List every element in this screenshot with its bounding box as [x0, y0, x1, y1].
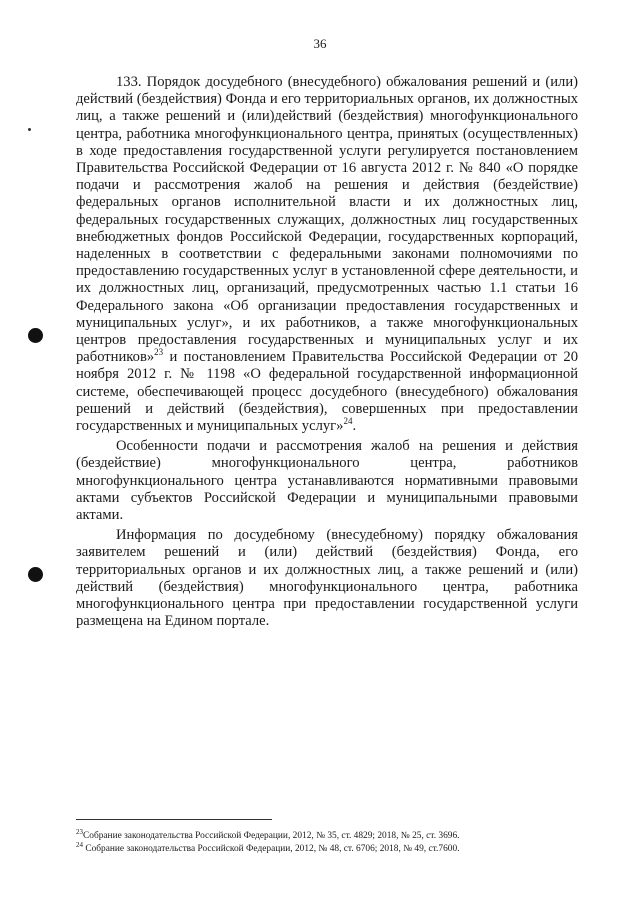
- paragraph-complaints: Особенности подачи и рассмотрения жалоб на решения и действия (бездействие) многофункционального центра, работников многофункционального центра устанавливаются нормативными правовыми актами субъектов Российской Федерации и муниципальными правовыми актами.: [76, 438, 578, 524]
- footnote-text: Собрание законодательства Российской Федерации, 2012, № 48, ст. 6706; 2018, № 49, ст.7600.: [83, 844, 460, 855]
- footnote-mark: 23: [76, 827, 83, 836]
- page-number: 36: [313, 36, 327, 51]
- footnote-separator: [76, 819, 272, 820]
- paragraph-text-continued: и постановлением Правительства Российской Федерации от 20 ноября 2012 г. № 1198 «О федеральной государственной информационной системе, обеспечивающей процесс досудебного (внесудебного) обжалования решений и действий (бездействия), совершенных при предоставлении государственных и муниципальных услуг»: [76, 349, 578, 435]
- paragraph-133: [76, 74, 578, 435]
- paragraph-information: Информация по досудебному (внесудебному) порядку обжалования заявителем решений и (или) действий (бездействия) Фонда, его территориальных органов и их должностных лиц, а также решений и (или) действий (бездействия) многофункционального центра, работника многофункционального центра при предоставлении государственной услуги размещена на Едином портале.: [76, 527, 578, 630]
- punch-hole: [28, 567, 43, 582]
- footnote-item: [76, 827, 596, 843]
- footnote-ref-23: 23: [154, 347, 164, 358]
- paragraph-text: 133. Порядок досудебного (внесудебного) обжалования решений и (или) действий (бездействия) Фонда и его территориальных органов, их должностных лиц, а также решений и (или)действий (бездействия) многофункционального центра, работника многофункционального центра, принятых (осуществленных) в ходе предоставления государственной услуги регулируется постановлением Правительства Российской Федерации от 16 августа 2012 г. № 840 «О порядке подачи и рассмотрения жалоб на решения и действия (бездействие) федеральных органов исполнительной власти и их должностных лиц, федеральных государственных служащих, должностных лиц государственных внебюджетных фондов Российской Федерации, государственных корпораций, наделенных в соответствии с федеральными законами полномочиями по предоставлению государственных услуг в установленной сфере деятельности, и их должностных лиц, организаций, предусмотренных частью 1.1 статьи 16 Федерального закона «Об организации предоставления государственных и муниципальных услуг», и их работников, а также многофункциональных центров предоставления государственных и муниципальных услуг и их работников»: [76, 74, 578, 366]
- footnote-mark: 24: [76, 841, 83, 850]
- footnote-item: [76, 843, 596, 856]
- paragraph-end: .: [352, 418, 357, 435]
- footnote-ref-24: 24: [343, 416, 353, 427]
- document-body: [76, 74, 578, 631]
- punch-hole: [28, 328, 43, 343]
- footnote-text: Собрание законодательства Российской Федерации, 2012, № 35, ст. 4829; 2018, № 25, ст. 3696.: [83, 831, 460, 841]
- footnotes: [76, 827, 596, 857]
- scan-speck: [28, 128, 31, 131]
